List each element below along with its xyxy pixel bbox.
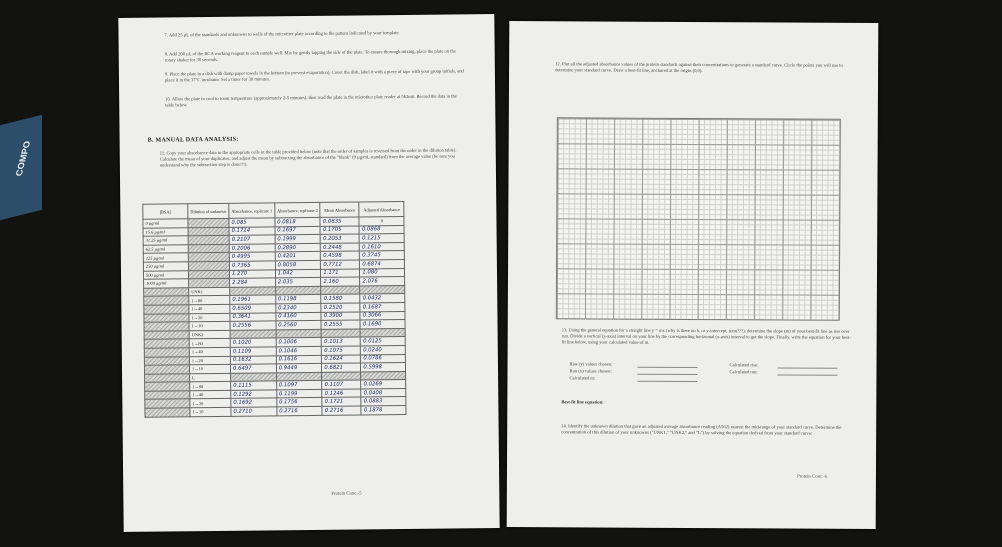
mean-cell: 0.1246 [322, 389, 361, 398]
calc-run-label: Calculated run: [729, 369, 758, 375]
hatched-cell [321, 286, 360, 295]
replicate-1-cell: 0.1714 [229, 226, 275, 235]
adjusted-cell: 0.3066 [360, 311, 405, 320]
adjusted-cell: 0.1610 [360, 242, 405, 251]
concentration-cell: 62.5 µg/ml [143, 245, 188, 254]
adjusted-cell: 0.0868 [359, 225, 404, 234]
adjusted-cell: 0.1878 [361, 406, 406, 415]
step-14: 14. Identify the unknown dilution that gave an adjusted average absorbance reading (A562) nearest the mid-range of your standard curve. Determine the concentration of this dilution of your unknowns ("UNK1," "UNK2," and "L") by solving the equation derived from your standard curve: [561, 423, 842, 436]
run-label: Run (x) values chosen: [569, 368, 612, 374]
mean-cell: 0.2716 [322, 406, 361, 415]
absorbance-table [142, 201, 407, 417]
concentration-cell: 31.25 µg/ml [143, 236, 188, 245]
step-11: 11. Copy your absorbance data to the appropriate cells in the table provided below (note that the order of samples is reversed from the order in the dilution table). Calculate the mean of your duplicates, and adjust the mean by subtracting the absorbance of the "blank" (0 µg/mL standard) from the average value (be sure you understand why the subtraction step is done!!!). [159, 147, 457, 168]
dilution-cell: 1→40 [189, 347, 230, 356]
col-header-rep2: Absorbance, replicate 2 [274, 202, 320, 217]
step-10: 10. Allow the plate to cool to room temperature (approximately 2-5 minutes), then read the plate in the microtiter plate reader at 562nm. Record the data in the table below. [165, 93, 457, 108]
mean-cell: 0.1075 [322, 346, 361, 355]
replicate-2-cell: 0.1046 [276, 346, 322, 355]
replicate-2-cell: 0.2340 [276, 303, 322, 312]
col-header-adjusted: Adjusted Absorbance [359, 201, 404, 216]
adjusted-cell: 0.0432 [360, 294, 405, 303]
dilution-cell: 1→20 [189, 313, 230, 322]
replicate-1-cell: 0.6509 [230, 304, 276, 313]
mean-cell: 0.2053 [321, 234, 360, 243]
dilution-cell: 1→40 [190, 390, 231, 399]
col-header-bsa: [BSA] [143, 204, 188, 219]
mean-cell: 0.1721 [322, 397, 361, 406]
col-header-mean: Mean Absorbance [320, 202, 359, 217]
dilution-cell: 1→20 [189, 356, 230, 365]
run-blank [637, 374, 697, 375]
dilution-cell: 1→10 [189, 364, 230, 373]
replicate-2-cell: 0.0818 [275, 217, 321, 226]
mean-cell: 0.1705 [320, 226, 359, 235]
replicate-2-cell: 0.2560 [276, 320, 322, 329]
box-label: COMPO [13, 140, 33, 177]
adjusted-cell: 0.0883 [361, 397, 406, 406]
mean-cell: 0.2448 [321, 243, 360, 252]
best-fit-label: Best-fit line equation: [561, 399, 604, 405]
adjusted-cell: 0.1687 [360, 302, 405, 311]
calc-run-blank [777, 374, 837, 375]
calc-rise-blank [778, 367, 838, 368]
replicate-1-cell: 0.1115 [231, 381, 277, 390]
replicate-2-cell: 0.1616 [276, 355, 322, 364]
replicate-1-cell: 0.2556 [230, 321, 276, 330]
worksheet-page-left [118, 14, 499, 532]
mean-cell: 0.1013 [322, 337, 361, 346]
background-box [0, 115, 42, 220]
step-13: 13. Using the general equation for a straight line y = mx (why is there no b, or y-intercept, term???), determine the slope (m) of your best-fit line as rise over run. Divide a vertical (y-axis) interval on your line by the corresponding horizontal (x-axis) interval to get the slope. Finally, write the equation for your best-fit line below, using your calculated value of m. [561, 327, 851, 345]
replicate-1-cell: 0.7365 [229, 261, 275, 270]
replicate-1-cell: 0.1109 [230, 347, 276, 356]
replicate-1-cell: 1.270 [230, 269, 276, 278]
group-name-cell: L [190, 373, 231, 382]
dilution-cell: 1→10 [190, 407, 231, 416]
replicate-1-cell: 0.2710 [231, 407, 277, 416]
dilution-cell: 1→80 [190, 382, 231, 391]
replicate-1-cell: 0.6497 [230, 364, 276, 373]
col-header-dilution: Dilution of unknown [188, 203, 229, 218]
mean-cell: 0.2520 [321, 303, 360, 312]
replicate-2-cell: 0.1199 [276, 389, 322, 398]
adjusted-cell: 0.0125 [361, 337, 406, 346]
col-header-rep1: Absorbance, replicate 1 [229, 203, 275, 218]
adjusted-cell: 0 [359, 216, 404, 225]
mean-cell: 0.1580 [321, 294, 360, 303]
section-heading: B. MANUAL DATA ANALYSIS: [147, 136, 239, 144]
table-row [145, 406, 406, 417]
calc-rise-label: Calculated rise: [729, 362, 759, 368]
concentration-cell: 1000 µg/ml [144, 279, 189, 288]
replicate-2-cell: 2.035 [275, 278, 321, 287]
dilution-cell: 1→40 [189, 304, 230, 313]
replicate-1-cell: 0.2107 [229, 235, 275, 244]
rise-label: Rise (y) values chosen: [569, 361, 613, 367]
calc-m-blank [637, 381, 697, 382]
mean-cell: 0.1624 [322, 354, 361, 363]
replicate-1-cell: 0.1020 [230, 338, 276, 347]
replicate-1-cell: 0.3641 [230, 312, 276, 321]
group-name-cell: UNK2 [189, 330, 230, 339]
step-7: 7. Add 25 µL of the standards and unknowns to wells of the microtiter plate according to the pattern indicated by your template. [164, 30, 400, 38]
replicate-1-cell: 0.1632 [230, 355, 276, 364]
calc-m-label: Calculated m: [569, 375, 596, 381]
replicate-2-cell: 0.2716 [277, 406, 323, 415]
step-8: 8. Add 200 µL of the BCA working reagent to each sample well. Mix by gently tapping the side of the plate. To ensure thorough mixing, place the plate on the rotary shaker for 30 seconds. [164, 48, 456, 63]
adjusted-cell: 0.0240 [361, 345, 406, 354]
replicate-1-cell: 0.085 [229, 218, 275, 227]
dilution-cell: 1→20 [190, 399, 231, 408]
mean-cell: 2.160 [321, 277, 360, 286]
replicate-2-cell: 0.4201 [275, 252, 321, 261]
adjusted-cell: 2.076 [360, 277, 405, 286]
replicate-2-cell: 0.1097 [276, 381, 322, 390]
adjusted-cell: 0.0408 [361, 388, 406, 397]
adjusted-cell: 1.080 [360, 268, 405, 277]
mean-cell: 0.2555 [321, 320, 360, 329]
replicate-2-cell: 0.4160 [276, 312, 322, 321]
graph-paper-grid [556, 117, 841, 320]
step-12: 12. Plot all the adjusted absorbance values of the protein standards against their concentrations to generate a standard curve. Circle the points you will use to determine your standard curve. Draw a best-fit line, anchored at the origin (0,0). [555, 61, 843, 74]
adjusted-cell: 0.5998 [361, 363, 406, 372]
step-9: 9. Place the plate in a dish with damp paper towels in the bottom (to prevent evaporation). Cover the dish, label it with a piece of tape with your group initials, and place it in the 37°C incubator. Set a timer for 30 minutes. [164, 68, 464, 83]
page-footer-right: Protein Conc.-6 [796, 474, 828, 480]
mean-cell: 1.171 [321, 269, 360, 278]
replicate-2-cell: 0.2890 [275, 243, 321, 252]
worksheet-page-right [507, 21, 879, 529]
adjusted-cell: 0.3745 [360, 251, 405, 260]
replicate-2-cell: 0.1006 [276, 338, 322, 347]
adjusted-cell: 0.0786 [361, 354, 406, 363]
replicate-1-cell: 0.1692 [231, 398, 277, 407]
replicate-1-cell: 0.4995 [229, 252, 275, 261]
hatched-cell [145, 408, 190, 417]
replicate-2-cell: 1.042 [275, 269, 321, 278]
replicate-2-cell: 0.9449 [276, 363, 322, 372]
mean-cell: 0.4598 [321, 251, 360, 260]
concentration-cell: 250 µg/ml [143, 262, 188, 271]
group-name-cell: UNK1 [189, 287, 230, 296]
dilution-cell: 1→80 [189, 339, 230, 348]
replicate-1-cell: 0.1961 [230, 295, 276, 304]
replicate-1-cell: 0.2006 [229, 244, 275, 253]
replicate-2-cell: 0.1198 [275, 295, 321, 304]
mean-cell: 0.3900 [321, 311, 360, 320]
dilution-cell: 1→10 [189, 321, 230, 330]
mean-cell: 0.6821 [322, 363, 361, 372]
replicate-1-cell: 0.1292 [231, 390, 277, 399]
rise-blank [638, 367, 698, 368]
mean-cell: 0.0835 [320, 217, 359, 226]
replicate-2-cell: 0.1756 [277, 398, 323, 407]
concentration-cell: 125 µg/ml [143, 253, 188, 262]
adjusted-cell: 0.1215 [360, 234, 405, 243]
mean-cell: 0.7712 [321, 260, 360, 269]
concentration-cell: 15.6 µg/ml [143, 227, 188, 236]
adjusted-cell: 0.6874 [360, 259, 405, 268]
mean-cell: 0.1107 [322, 380, 361, 389]
concentration-cell: 500 µg/ml [143, 270, 188, 279]
page-footer-left: Protein Conc.-5 [331, 491, 362, 497]
replicate-1-cell: 2.284 [230, 278, 276, 287]
replicate-2-cell: 0.1697 [275, 226, 321, 235]
replicate-2-cell: 0.1999 [275, 235, 321, 244]
adjusted-cell: 0.0269 [361, 380, 406, 389]
replicate-2-cell: 0.8058 [275, 260, 321, 269]
dilution-cell: 1→80 [189, 296, 230, 305]
concentration-cell: 0 µg/ml [143, 219, 188, 228]
adjusted-cell: 0.1690 [360, 320, 405, 329]
